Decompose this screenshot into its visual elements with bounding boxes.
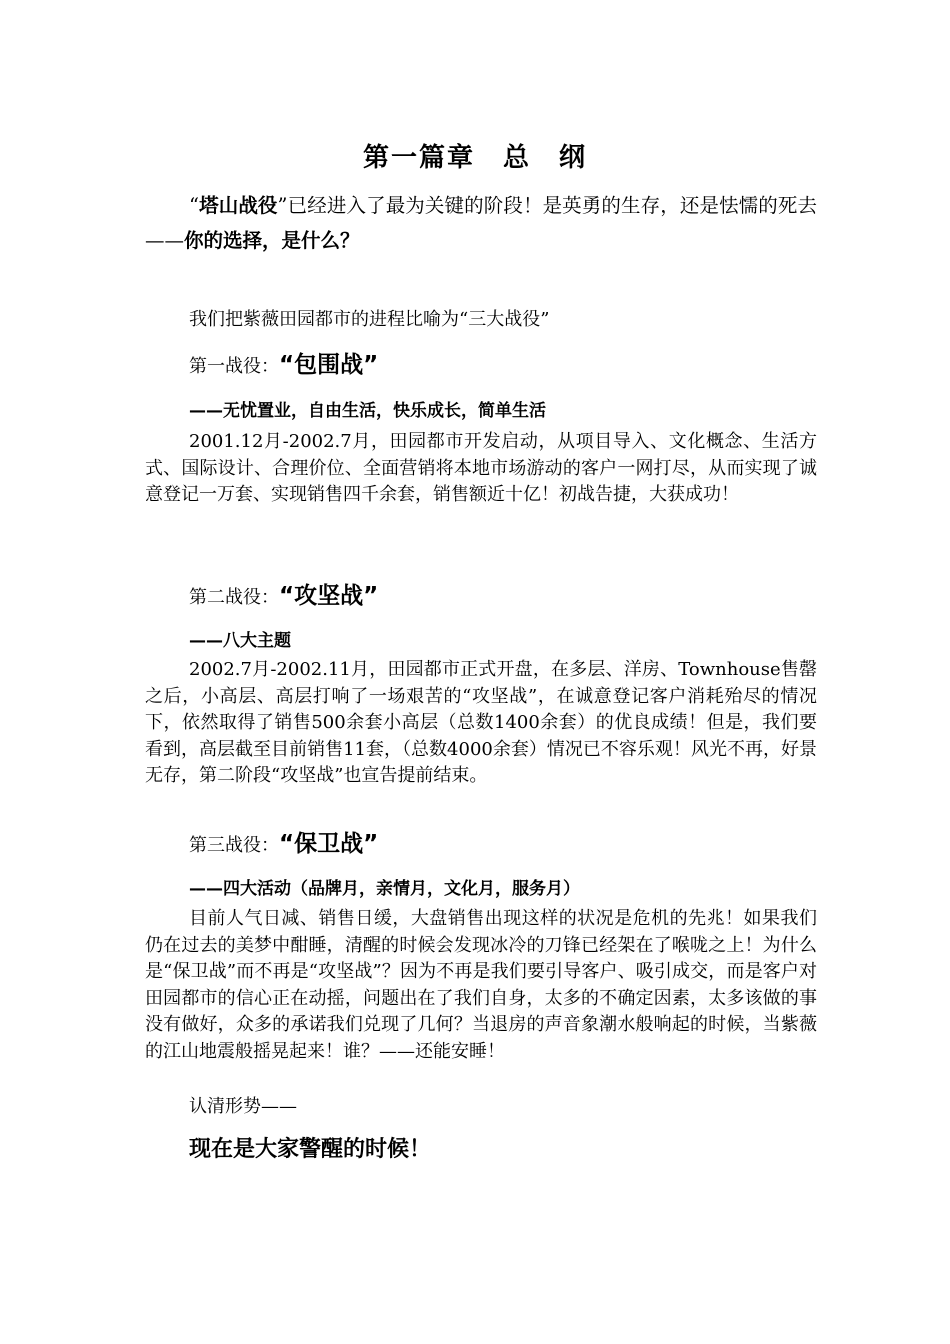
metaphor-line: 我们把紫薇田园都市的进程比喻为“三大战役”: [189, 309, 550, 330]
closing-statement: 现在是大家警醒的时候！: [189, 1137, 432, 1162]
chapter-title: 第一篇章 总 纲: [362, 143, 587, 173]
intro-question: 你的选择，是什么？: [184, 229, 360, 252]
campaign-3-heading: [189, 827, 861, 863]
campaign-1-label: 第一战役：: [189, 356, 279, 377]
intro-quote-open: “: [189, 194, 199, 217]
intro-quote-close: ”: [277, 194, 288, 217]
campaign-1-heading: [189, 348, 861, 384]
campaign-1-body: 2001.12月-2002.7月，田园都市开发启动，从项目导入、文化概念、生活方式、国际设计、合理价位、全面营销将本地市场游动的客户一网打尽，从而实现了诚意登记一万套、实现销售四千余套，销售额近十亿！初战告捷，大获成功！: [145, 431, 817, 505]
campaign-2-heading: [189, 579, 861, 615]
campaign-3-name: “保卫战”: [279, 831, 379, 857]
intro-battle-name: 塔山战役: [198, 194, 278, 217]
campaign-3-body: 目前人气日减、销售日缓，大盘销售出现这样的状况是危机的先兆！如果我们仍在过去的美梦中酣睡，清醒的时候会发现冰冷的刀锋已经架在了喉咙之上！为什么是“保卫战”而不再是“攻坚战”？因为不再是我们要引导客户、吸引成交，而是客户对田园都市的信心正在动摇，问题出在了我们自身，太多的不确定因素，太多该做的事没有做好，众多的承诺我们兑现了几何？当退房的声音象潮水般响起的时候，当紫薇的江山地震般摇晃起来！谁？——还能安睡！: [145, 908, 817, 1062]
situation-line: 认清形势——: [189, 1096, 297, 1117]
intro-paragraph: [145, 188, 817, 258]
campaign-3-subtitle: ——四大活动（品牌月，亲情月，文化月，服务月）: [189, 879, 580, 899]
campaign-3-label: 第三战役：: [189, 835, 279, 856]
campaign-2-subtitle: ——八大主题: [189, 631, 291, 651]
intro-text: 已经进入了最为关键的阶段！是英勇的生存，还是怯懦的死去——: [145, 194, 817, 252]
campaign-1-name: “包围战”: [279, 352, 379, 378]
campaign-2-body: 2002.7月-2002.11月，田园都市正式开盘，在多层、洋房、Townhouse售罄之后，小高层、高层打响了一场艰苦的“攻坚战”，在诚意登记客户消耗殆尽的情况下，依然取得了销售500余套小高层（总数1400余套）的优良成绩！但是，我们要看到，高层截至目前销售11套，（总数4000余套）情况已不容乐观！风光不再，好景无存，第二阶段“攻坚战”也宣告提前结束。: [145, 659, 817, 786]
campaign-2-name: “攻坚战”: [279, 583, 379, 609]
campaign-2-label: 第二战役：: [189, 587, 279, 608]
campaign-1-subtitle: ——无忧置业，自由生活，快乐成长，简单生活: [189, 401, 546, 421]
